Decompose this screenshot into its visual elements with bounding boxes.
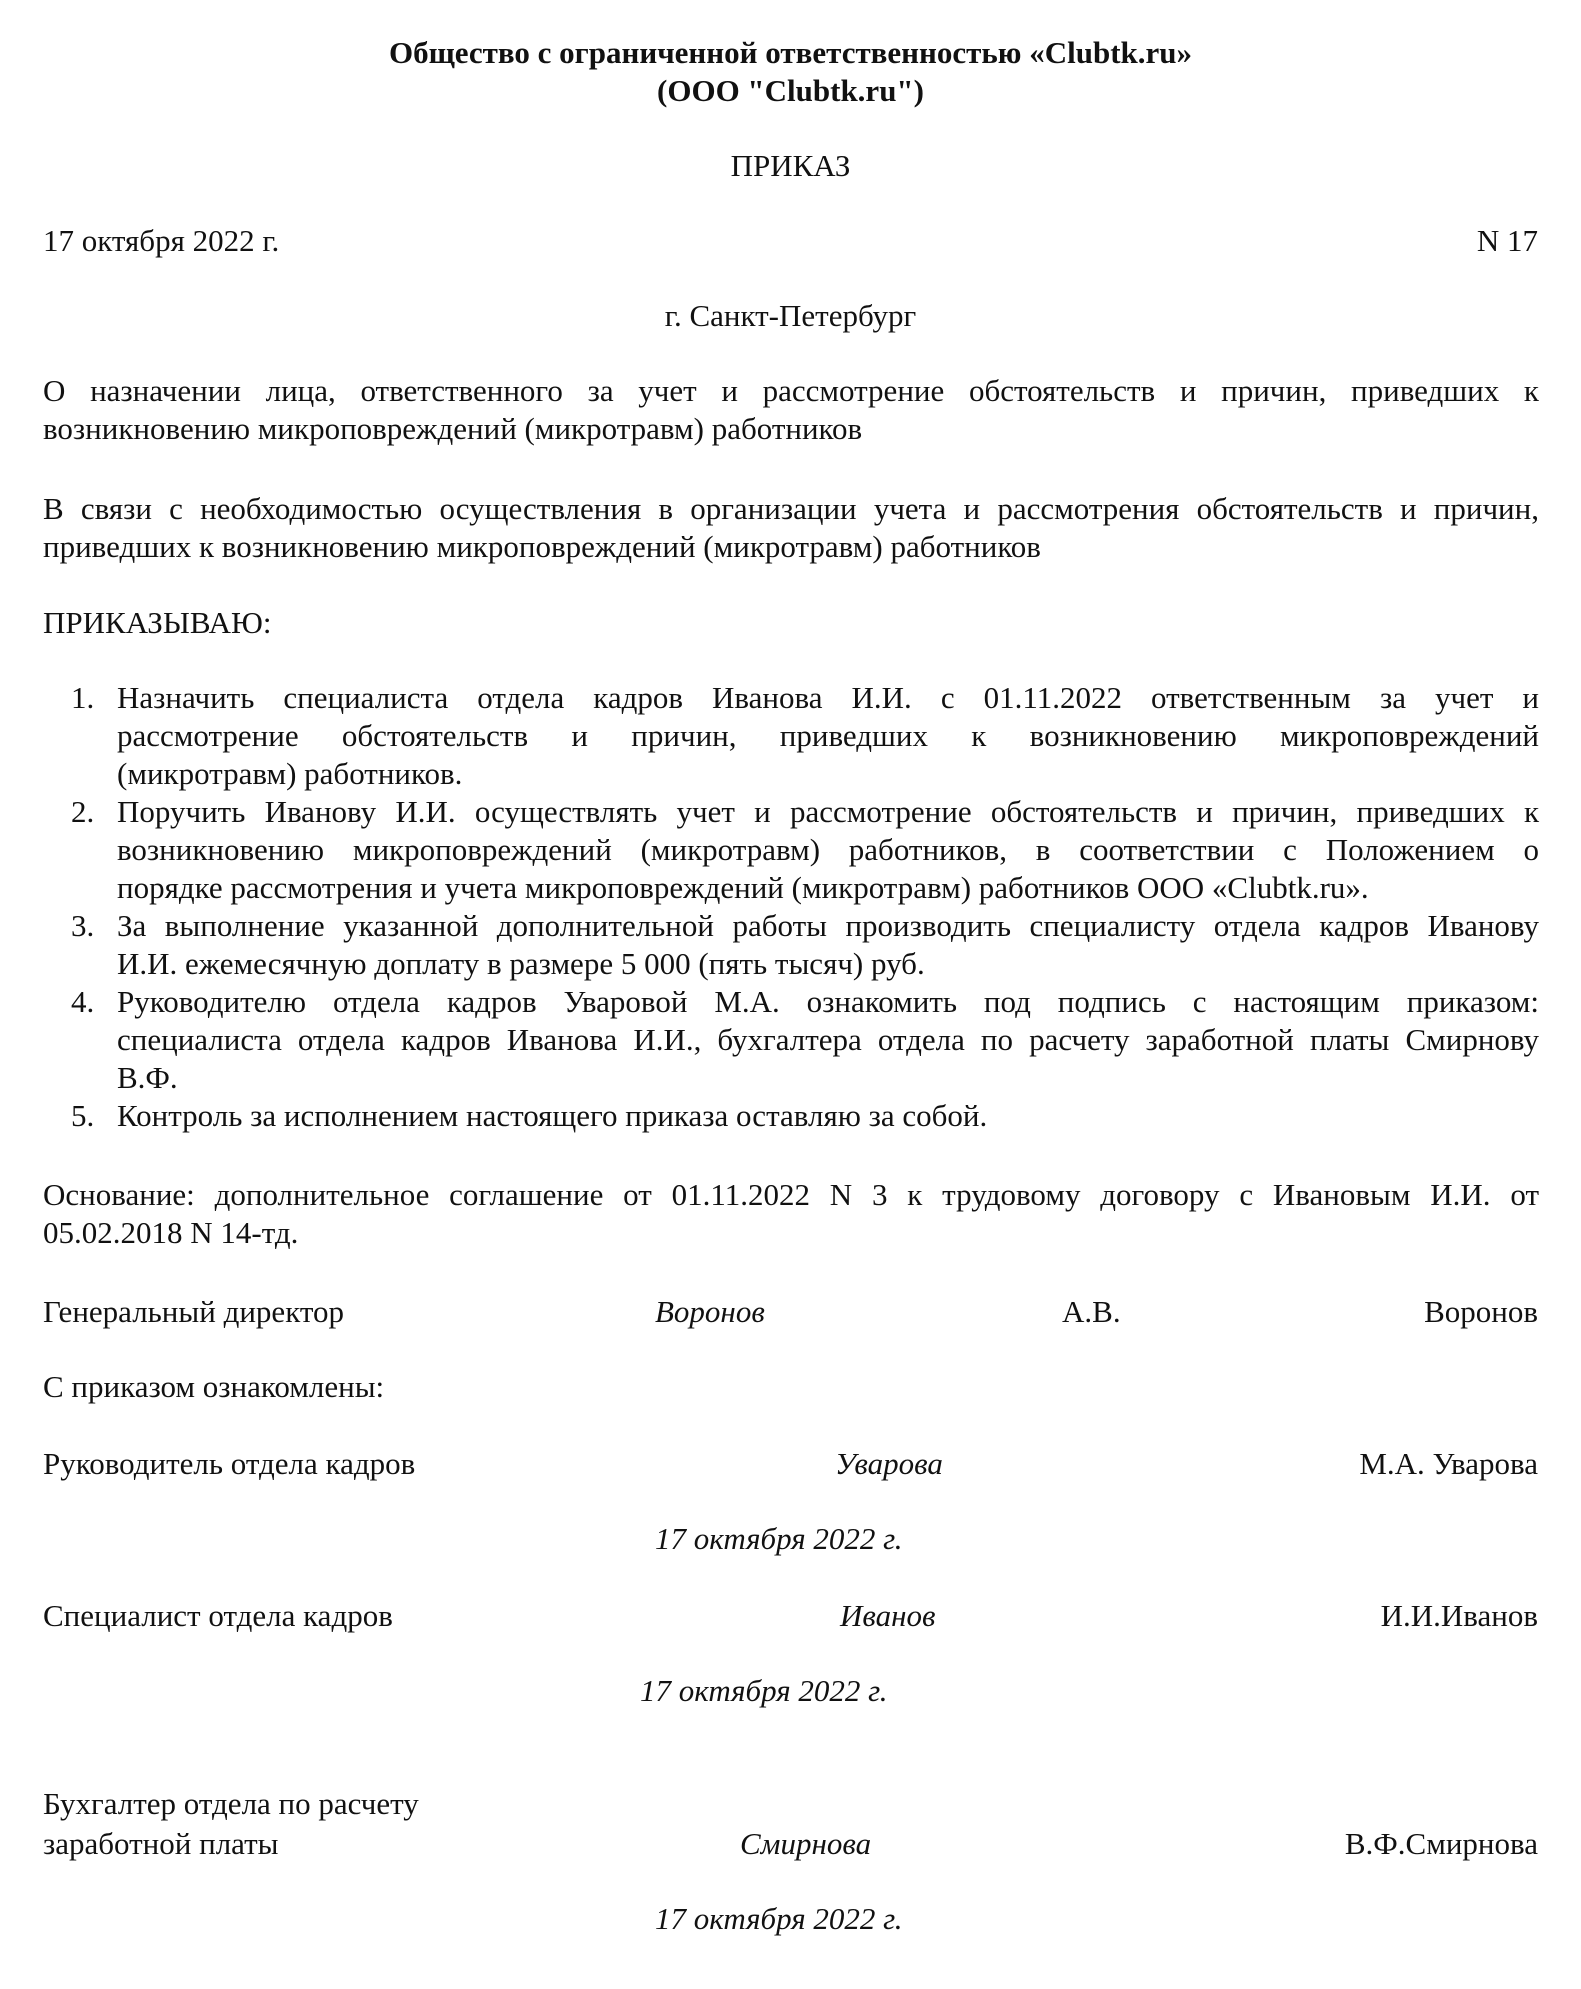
signer-position-line1: Бухгалтер отдела по расчету [43,1786,419,1821]
signer-date: 17 октября 2022 г. [655,1901,903,1936]
list-item-line: (микротравм) работников. [117,756,463,791]
director-signature: Воронов [655,1294,765,1329]
preamble-line-1: В связи с необходимостью осуществления в организации учета и рассмотрения обстоятельств и причин, [43,491,1539,526]
list-item-number: 4. [71,984,95,1019]
list-item [43,1097,1539,1135]
order-keyword: ПРИКАЗЫВАЮ: [43,605,272,640]
document-city: г. Санкт-Петербург [664,298,917,333]
subject-line-1: О назначении лица, ответственного за учет и рассмотрение обстоятельств и причин, приведших к [43,373,1539,408]
list-item-line: Контроль за исполнением настоящего приказа оставляю за собой. [117,1098,988,1133]
document-title: ПРИКАЗ [730,148,851,183]
signer-date: 17 октября 2022 г. [655,1521,903,1556]
list-item-line: Поручить Иванову И.И. осуществлять учет и рассмотрение обстоятельств и причин, приведших к [117,794,1539,829]
list-item-number: 3. [71,908,95,943]
list-item-line: специалиста отдела кадров Иванова И.И., бухгалтера отдела по расчету заработной платы Смирнову [117,1022,1539,1057]
director-surname: Воронов [1424,1294,1538,1329]
signer-name: М.А. Уварова [1359,1446,1538,1481]
signer-date: 17 октября 2022 г. [640,1673,888,1708]
order-items-list [43,679,1539,1135]
document-basis [43,1176,1539,1252]
list-item [43,983,1539,1097]
signer-position: Руководитель отдела кадров [43,1446,416,1481]
list-item-line: За выполнение указанной дополнительной работы производить специалисту отдела кадров Иванову [117,908,1539,943]
list-item-line: Руководителю отдела кадров Уваровой М.А. ознакомить под подпись с настоящим приказом: [117,984,1539,1019]
signer-position-line2: заработной платы [43,1826,279,1861]
list-item [43,907,1539,983]
document-date: 17 октября 2022 г. [43,223,280,258]
list-item-number: 1. [71,680,95,715]
list-item [43,679,1539,793]
document-subject [43,372,1539,448]
list-item-line: возникновению микроповреждений (микротравм) работников, в соответствии с Положением о [117,832,1539,867]
basis-line-2: 05.02.2018 N 14-тд. [43,1215,299,1250]
list-item-line: Назначить специалиста отдела кадров Иванова И.И. с 01.11.2022 ответственным за учет и [117,680,1539,715]
list-item-line: И.И. ежемесячную доплату в размере 5 000 (пять тысяч) руб. [117,946,925,981]
signer-signature: Иванов [840,1598,936,1633]
org-name-line1: Общество с ограниченной ответственностью «Clubtk.ru» [388,35,1193,70]
signer-position: Специалист отдела кадров [43,1598,393,1633]
signer-name: В.Ф.Смирнова [1344,1826,1538,1861]
basis-line-1: Основание: дополнительное соглашение от 01.11.2022 N 3 к трудовому договору с Ивановым И.И. от [43,1177,1539,1212]
list-item-number: 2. [71,794,95,829]
list-item-number: 5. [71,1098,95,1133]
org-name-line2: (ООО "Clubtk.ru") [657,73,924,108]
list-item [43,793,1539,907]
subject-line-2: возникновению микроповреждений (микротравм) работников [43,411,863,446]
signer-signature: Уварова [835,1446,943,1481]
director-position: Генеральный директор [43,1294,344,1329]
list-item-line: порядке рассмотрения и учета микроповреждений (микротравм) работников ООО «Clubtk.ru». [117,870,1369,905]
document-number: N 17 [1476,223,1538,258]
signer-signature: Смирнова [740,1826,872,1861]
list-item-line: В.Ф. [117,1060,178,1095]
document-preamble [43,490,1539,566]
list-item-line: рассмотрение обстоятельств и причин, приведших к возникновению микроповреждений [117,718,1539,753]
director-initials: А.В. [1062,1294,1121,1329]
preamble-line-2: приведших к возникновению микроповреждений (микротравм) работников [43,529,1041,564]
signer-name: И.И.Иванов [1380,1598,1538,1633]
acquainted-label: С приказом ознакомлены: [43,1369,385,1404]
